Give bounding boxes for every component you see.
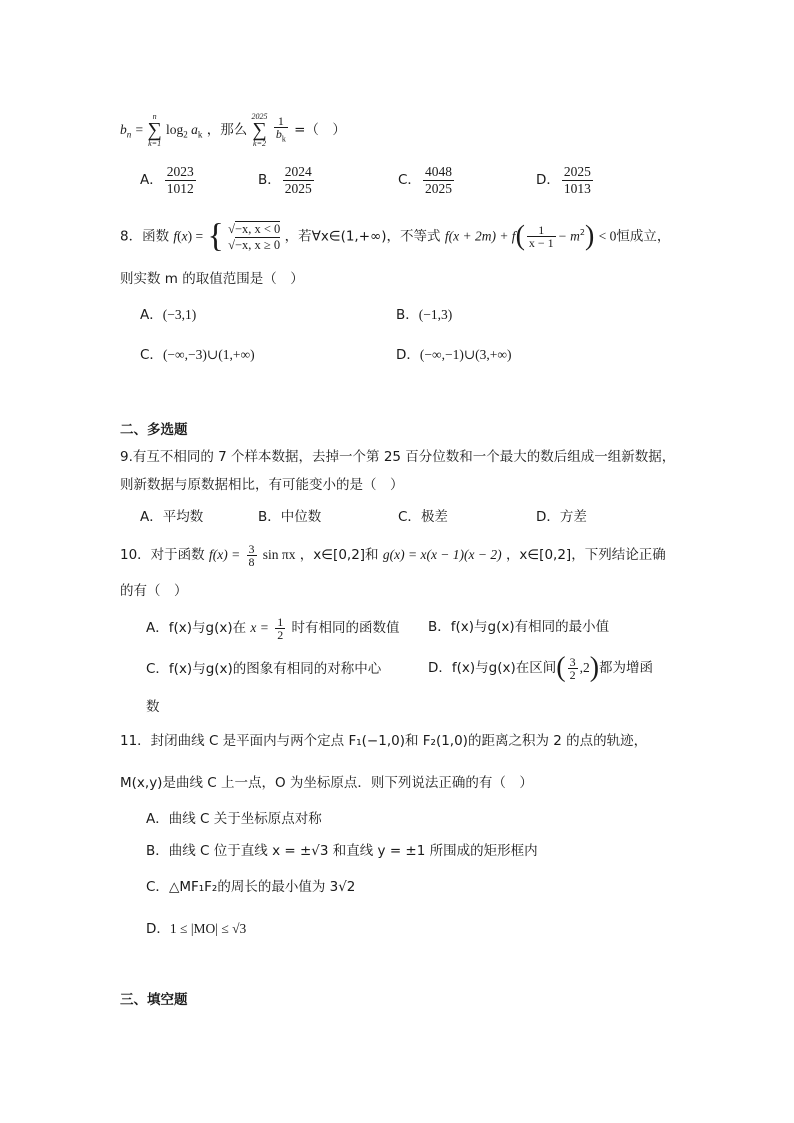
q10-line2: 的有（ ） — [120, 583, 188, 599]
q8-option-a[interactable]: A．(−3,1) — [140, 307, 197, 323]
q8-option-c[interactable]: C．(−∞,−3)∪(1,+∞) — [140, 347, 255, 363]
q8-line2: 则实数 m 的取值范围是（ ） — [120, 271, 304, 287]
q8-option-d[interactable]: D．(−∞,−1)∪(3,+∞) — [396, 347, 512, 363]
q11-option-a[interactable]: A．曲线 C 关于坐标原点对称 — [146, 811, 322, 827]
q11-line1: 11．封闭曲线 C 是平面内与两个定点 F₁(−1,0)和 F₂(1,0)的距离之积为 2 的点的轨迹， — [120, 733, 648, 749]
q10-option-c[interactable]: C．f(x)与g(x)的图象有相同的对称中心 — [146, 661, 382, 677]
q7-bn: $b_n$ — [120, 122, 132, 140]
q10-option-d-continued: 数 — [146, 699, 160, 715]
q11-option-b[interactable]: B．曲线 C 位于直线 x = ±√3 和直线 y = ±1 所围成的矩形框内 — [146, 843, 538, 859]
q9-option-c[interactable]: C．极差 — [398, 509, 448, 525]
q9-line2: 则新数据与原数据相比，有可能变小的是（ ） — [120, 477, 404, 493]
q7-option-a[interactable]: A． $\frac{2023}{1012}$ — [140, 163, 194, 196]
q7-option-c[interactable]: C． $\frac{4048}{2025}$ — [398, 163, 452, 196]
section-heading-multiple-choice: 二、多选题 — [120, 422, 188, 438]
q10-option-a[interactable]: A．f(x)与g(x)在 x = $\frac{1}{2}$ 时有相同的函数值 — [146, 614, 400, 642]
q7-log: $\log_2 a_k$ — [166, 122, 203, 140]
q10-line1: 10．对于函数 f(x) = $\frac{3}{8}$ sin πx ，x∈[0,2]和 g(x) = x(x − 1)(x − 2) ，x∈[0,2]，下列结论正确 — [120, 541, 666, 569]
q9-line1: 9.有互不相同的 7 个样本数据，去掉一个第 25 百分位数和一个最大的数后组成一组新数据， — [120, 449, 676, 465]
q10-option-d[interactable]: D．f(x)与g(x)在区间( $\frac{3}{2}$ ,2)都为增函 — [428, 652, 654, 683]
q7-sum-1: n ∑ k=1 — [147, 112, 162, 148]
q11-option-c[interactable]: C．△MF₁F₂的周长的最小值为 3√2 — [146, 879, 356, 895]
q9-option-d[interactable]: D．方差 — [536, 509, 587, 525]
q11-option-d[interactable]: D．1 ≤ |MO| ≤ √3 — [146, 921, 247, 937]
q7-sum-2: 2025 ∑ k=2 — [251, 112, 268, 148]
q10-option-b[interactable]: B．f(x)与g(x)有相同的最小值 — [428, 619, 610, 635]
q7-connector: ，那么 — [206, 122, 248, 138]
q8-line1: 8．函数 f(x) = { √−x, x < 0 √−x, x ≥ 0 ，若∀x∈(1,+∞)，不等式 f(x + 2m) + f( $\frac{1}{x - 1}$ − $m^2) < 0$恒成立， — [120, 217, 671, 255]
q7-fraction: $\frac{1}{b_k}$ — [275, 113, 286, 144]
q9-option-a[interactable]: A．平均数 — [140, 509, 204, 525]
q7-option-d[interactable]: D． $\frac{2025}{1013}$ — [536, 163, 591, 196]
q7-option-b[interactable]: B． $\frac{2024}{2025}$ — [258, 163, 312, 196]
q7-tail: =（ ） — [294, 122, 346, 138]
q9-option-b[interactable]: B．中位数 — [258, 509, 322, 525]
q8-option-b[interactable]: B．(−1,3) — [396, 307, 453, 323]
section-heading-fill-in: 三、填空题 — [120, 992, 188, 1008]
q11-line2: M(x,y)是曲线 C 上一点，O 为坐标原点．则下列说法正确的有（ ） — [120, 775, 533, 791]
q8-piecewise: √−x, x < 0 √−x, x ≥ 0 — [228, 221, 281, 252]
q7-formula-line: $b_n$ = n ∑ k=1 $\log_2 a_k$ ，那么 2025 ∑ k=2 $\frac{1}{b_k}$ =（ ） — [120, 112, 346, 148]
